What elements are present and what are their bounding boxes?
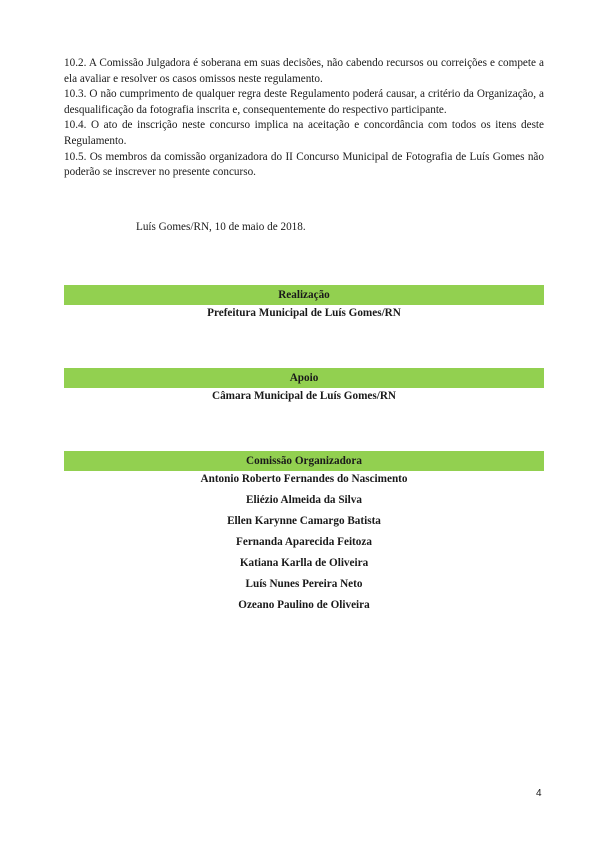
paragraph-10-4: 10.4. O ato de inscrição neste concurso implica na aceitação e concordância com todos os itens deste Regulamento. xyxy=(64,119,544,147)
date-line: Luís Gomes/RN, 10 de maio de 2018. xyxy=(136,221,306,233)
committee-member: Ellen Karynne Camargo Batista xyxy=(227,515,381,527)
committee-member: Eliézio Almeida da Silva xyxy=(246,494,362,506)
committee-member: Luís Nunes Pereira Neto xyxy=(245,578,363,590)
page-number: 4 xyxy=(536,788,542,799)
committee-member: Fernanda Aparecida Feitoza xyxy=(236,536,372,548)
regulation-text xyxy=(64,56,544,181)
paragraph-10-2: 10.2. A Comissão Julgadora é soberana em suas decisões, não cabendo recursos ou correições e compete a ela avaliar e resolver os casos omissos neste regulamento. xyxy=(64,57,544,85)
paragraph-10-5: 10.5. Os membros da comissão organizadora do II Concurso Municipal de Fotografia de Luís Gomes não poderão se inscrever no presente concurso. xyxy=(64,150,544,179)
section-header-realizacao: Realização xyxy=(64,285,544,305)
committee-member: Katiana Karlla de Oliveira xyxy=(239,557,369,569)
committee-member: Ozeano Paulino de Oliveira xyxy=(238,599,370,611)
section-header-comissao: Comissão Organizadora xyxy=(64,451,544,471)
section-header-apoio: Apoio xyxy=(64,368,544,388)
paragraph-10-3: 10.3. O não cumprimento de qualquer regra deste Regulamento poderá causar, a critério da Organização, a desqualificação da fotografia inscrita e, consequentemente do respectivo participante. xyxy=(64,88,544,116)
committee-members-list xyxy=(64,472,544,619)
section-value-realizacao: Prefeitura Municipal de Luís Gomes/RN xyxy=(207,307,401,319)
committee-member: Antonio Roberto Fernandes do Nascimento xyxy=(200,473,408,485)
section-value-apoio: Câmara Municipal de Luís Gomes/RN xyxy=(212,390,396,402)
